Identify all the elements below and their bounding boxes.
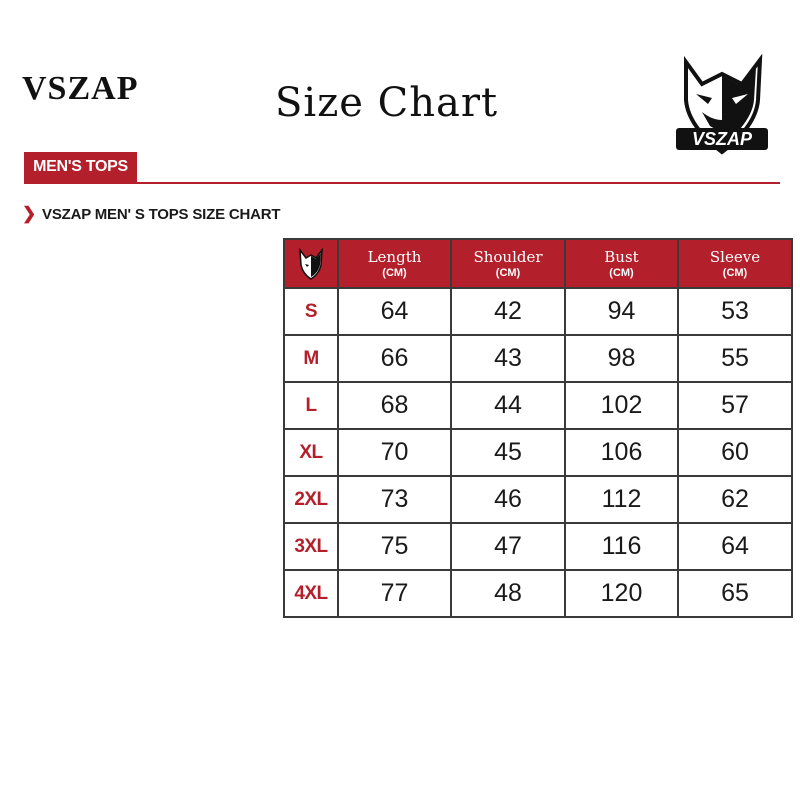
size-label: 4XL [284,570,338,617]
length-value: 75 [338,523,451,570]
section-divider [24,182,780,184]
length-value: 70 [338,429,451,476]
length-value: 77 [338,570,451,617]
table-row [284,288,792,335]
bust-value: 112 [565,476,678,523]
size-label: S [284,288,338,335]
length-value: 64 [338,288,451,335]
size-label: M [284,335,338,382]
bust-value: 102 [565,382,678,429]
brand-name: VSZAP [22,70,139,107]
table-row [284,476,792,523]
sleeve-value: 65 [678,570,792,617]
column-unit: (CM) [609,266,634,279]
column-header-shoulder [451,239,565,288]
length-value: 68 [338,382,451,429]
table-row [284,335,792,382]
column-header-bust [565,239,678,288]
sleeve-value: 62 [678,476,792,523]
column-label: Bust [604,247,639,266]
chevron-right-icon: ❯ [22,204,37,223]
size-label: L [284,382,338,429]
bust-value: 106 [565,429,678,476]
table-row [284,382,792,429]
column-label: Sleeve [709,247,761,266]
shoulder-value: 44 [451,382,565,429]
subtitle-text: VSZAP MEN' S TOPS SIZE CHART [42,205,281,223]
bust-value: 120 [565,570,678,617]
chart-subtitle [22,204,280,224]
wolf-head-icon [296,247,326,281]
table-row [284,429,792,476]
column-header-length [338,239,451,288]
shoulder-value: 43 [451,335,565,382]
page-title: Size Chart [275,80,499,126]
length-value: 73 [338,476,451,523]
sleeve-value: 57 [678,382,792,429]
size-chart-table [283,238,793,618]
column-label: Length [367,247,422,266]
sleeve-value: 55 [678,335,792,382]
shoulder-value: 47 [451,523,565,570]
column-label: Shoulder [473,247,543,266]
corner-cell [284,239,338,288]
logo-wordmark: VSZAP [691,129,753,149]
wolf-head-shield-icon [672,54,772,158]
sleeve-value: 53 [678,288,792,335]
shoulder-value: 46 [451,476,565,523]
sleeve-value: 64 [678,523,792,570]
table-row [284,570,792,617]
shoulder-value: 42 [451,288,565,335]
sleeve-value: 60 [678,429,792,476]
brand-logo [672,54,772,158]
size-label: XL [284,429,338,476]
length-value: 66 [338,335,451,382]
bust-value: 116 [565,523,678,570]
section-tab: MEN'S TOPS [24,152,137,182]
column-header-sleeve [678,239,792,288]
bust-value: 94 [565,288,678,335]
column-unit: (CM) [722,266,748,279]
table-row [284,523,792,570]
shoulder-value: 45 [451,429,565,476]
table-header-row [284,239,792,288]
bust-value: 98 [565,335,678,382]
shoulder-value: 48 [451,570,565,617]
size-label: 3XL [284,523,338,570]
column-unit: (CM) [495,266,521,279]
size-label: 2XL [284,476,338,523]
column-unit: (CM) [382,266,407,279]
